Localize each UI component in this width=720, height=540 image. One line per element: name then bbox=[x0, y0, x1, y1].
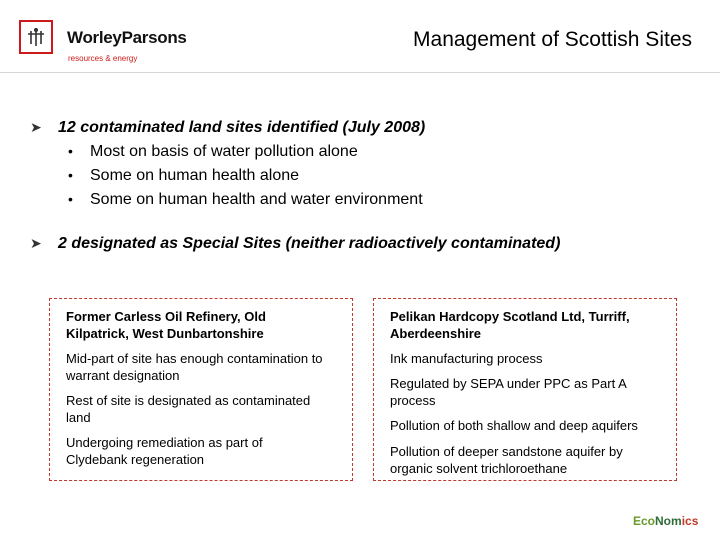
header-divider bbox=[0, 72, 720, 73]
company-logo-name: WorleyParsons bbox=[67, 28, 187, 47]
bullet-special-sites bbox=[30, 235, 560, 253]
site-point-line: warrant designation bbox=[66, 368, 180, 383]
site-point-line: organic solvent trichloroethane bbox=[390, 461, 568, 476]
site-box-pelikan-hardcopy bbox=[373, 298, 677, 481]
dot-bullet-icon: • bbox=[68, 191, 73, 207]
dot-bullet-icon: • bbox=[68, 143, 73, 159]
site-point-line: land bbox=[66, 410, 91, 425]
site-point-line: Rest of site is designated as contaminated bbox=[66, 393, 311, 408]
slide-title: Management of Scottish Sites bbox=[413, 28, 692, 51]
sub-bullet bbox=[68, 143, 358, 161]
sub-bullet-text: Some on human health alone bbox=[90, 167, 300, 184]
bullet-contaminated-sites bbox=[30, 119, 425, 137]
sub-bullet-text: Most on basis of water pollution alone bbox=[90, 143, 358, 160]
dot-bullet-icon: • bbox=[68, 167, 73, 183]
economics-logo bbox=[633, 514, 698, 528]
company-logo-tagline: resources & energy bbox=[68, 54, 138, 63]
arrow-bullet-icon: ➤ bbox=[30, 119, 42, 135]
site-point-line: Undergoing remediation as part of bbox=[66, 435, 263, 450]
site-point-line: Pollution of deeper sandstone aquifer by bbox=[390, 444, 623, 459]
bullet-text: 2 designated as Special Sites (neither radioactively contaminated) bbox=[58, 235, 561, 252]
sub-bullet bbox=[68, 167, 299, 185]
economics-logo-part: Eco bbox=[633, 514, 656, 528]
site-title-line: Former Carless Oil Refinery, Old bbox=[66, 309, 266, 324]
bullet-text: 12 contaminated land sites identified (July 2008) bbox=[58, 119, 426, 136]
worleyparsons-emblem-icon bbox=[19, 20, 53, 54]
sub-bullet bbox=[68, 191, 423, 209]
site-point-line: Pollution of both shallow and deep aquifers bbox=[390, 418, 638, 433]
site-title-line: Kilpatrick, West Dunbartonshire bbox=[66, 326, 264, 341]
site-box-carless-refinery bbox=[49, 298, 353, 481]
site-point-line: process bbox=[390, 393, 436, 408]
sub-bullet-text: Some on human health and water environment bbox=[90, 191, 423, 208]
arrow-bullet-icon: ➤ bbox=[30, 235, 42, 251]
economics-logo-part: Nom bbox=[655, 514, 682, 528]
site-title-line: Pelikan Hardcopy Scotland Ltd, Turriff, bbox=[390, 309, 630, 324]
site-point-line: Ink manufacturing process bbox=[390, 351, 543, 366]
site-point-line: Regulated by SEPA under PPC as Part A bbox=[390, 376, 627, 391]
site-point-line: Mid-part of site has enough contamination to bbox=[66, 351, 323, 366]
site-point-line: Clydebank regeneration bbox=[66, 452, 205, 467]
economics-logo-part: ics bbox=[681, 514, 699, 528]
site-title-line: Aberdeenshire bbox=[390, 326, 482, 341]
